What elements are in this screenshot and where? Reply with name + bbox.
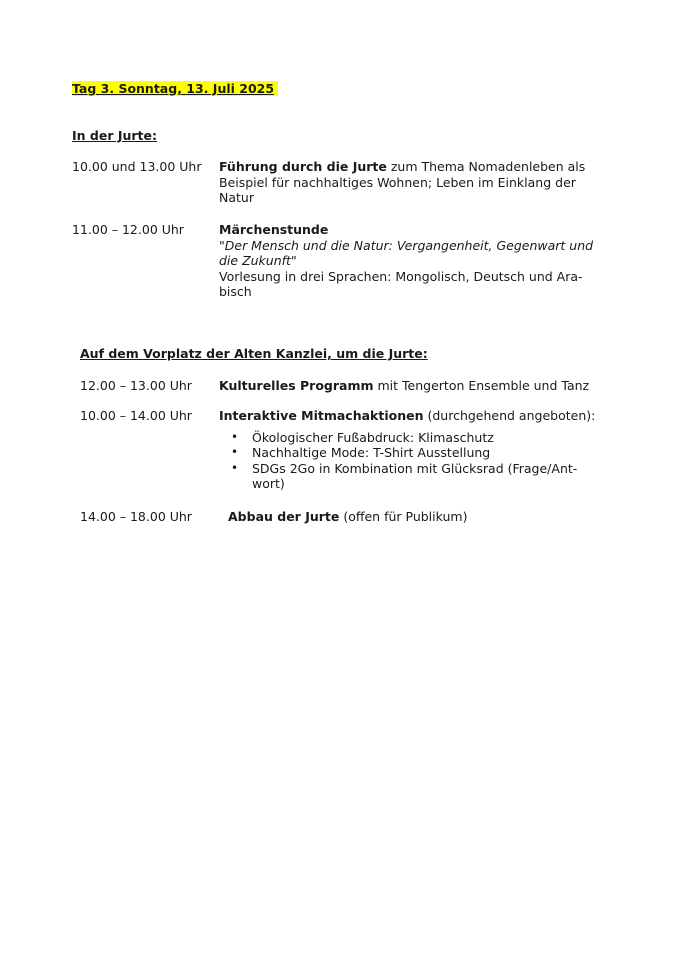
entry-title: Abbau der Jurte (228, 509, 340, 524)
entry-title: Interaktive Mitmachaktionen (219, 408, 424, 423)
list-item: • Nachhaltige Mode: T-Shirt Ausstellung (231, 445, 491, 460)
list-item: • Ökologischer Fußabdruck: Klimaschutz (231, 429, 494, 445)
activity-list (219, 430, 619, 492)
list-item: • SDGs 2Go in Kombination mit Glücksrad (Frage/Ant-wort) (231, 460, 578, 491)
entry-time: 12.00 – 13.00 Uhr (80, 378, 192, 393)
entry-description (228, 509, 628, 525)
entry-description (219, 408, 619, 492)
entry-description (219, 378, 619, 394)
entry-text: mit Tengerton Ensemble und Tanz (373, 378, 590, 393)
entry-text: Vorlesung in drei Sprachen: Mongolisch, Deutsch und Ara-bisch (219, 268, 583, 299)
entry-title: Märchenstunde (219, 222, 329, 237)
section-title-jurte: In der Jurte: (72, 128, 158, 143)
entry-time: 10.00 und 13.00 Uhr (72, 159, 202, 174)
entry-time: 11.00 – 12.00 Uhr (72, 222, 184, 237)
entry-text: (durchgehend angeboten): (423, 408, 596, 423)
entry-text: zum Thema Nomadenleben als Beispiel für nachhaltiges Wohnen; Leben im Einklang der Natur (219, 159, 586, 205)
entry-time: 10.00 – 14.00 Uhr (80, 408, 192, 423)
bullet-icon: • (231, 460, 239, 475)
entry-quote: "Der Mensch und die Natur: Vergangenheit, Gegenwart und die Zukunft" (219, 237, 594, 268)
entry-description (219, 159, 604, 206)
entry-description (219, 222, 607, 300)
bullet-icon: • (231, 445, 239, 459)
section-title-vorplatz: Auf dem Vorplatz der Alten Kanzlei, um die Jurte: (80, 346, 428, 361)
entry-time: 14.00 – 18.00 Uhr (80, 509, 192, 524)
entry-title: Kulturelles Programm (219, 378, 374, 393)
entry-title: Führung durch die Jurte (219, 159, 387, 174)
entry-text: (offen für Publikum) (339, 509, 468, 524)
day-title: Tag 3. Sonntag, 13. Juli 2025 (72, 81, 278, 96)
bullet-icon: • (231, 429, 239, 444)
